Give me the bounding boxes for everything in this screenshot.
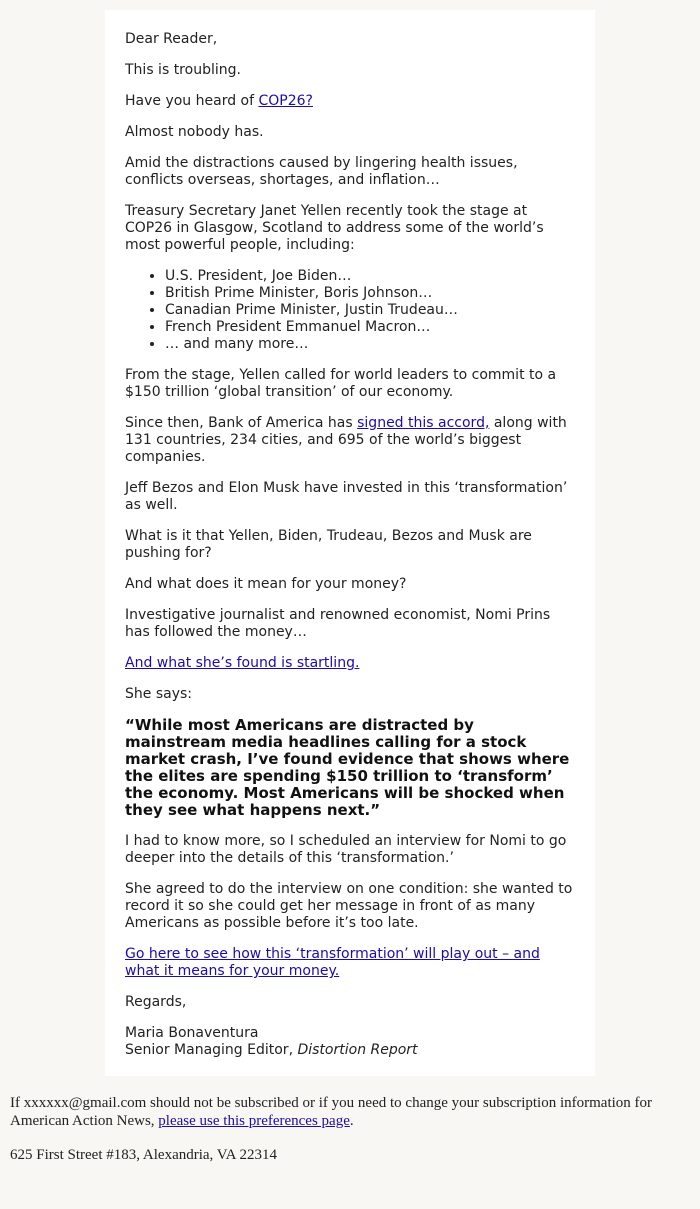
postal-address: 625 First Street #183, Alexandria, VA 22314 [10, 1147, 277, 1163]
cop26-link[interactable]: COP26? [258, 93, 313, 109]
unsubscribe-text: If xxxxxx@gmail.com should not be subscribed or if you need to change your subscription information for American Action News, [10, 1095, 653, 1129]
list-item: • French President Emmanuel Macron… [165, 319, 575, 336]
paragraph-treasury: Treasury Secretary Janet Yellen recently took the stage at COP26 in Glasgow, Scotland to address some of the world’s most powerful people, including: [125, 203, 544, 253]
paragraph-cta [125, 946, 575, 980]
signature-name: Maria Bonaventura [125, 1025, 259, 1041]
preferences-link[interactable]: please use this preferences page [158, 1113, 350, 1129]
paragraph-troubling: This is troubling. [125, 62, 241, 78]
list-item: • U.S. President, Joe Biden… [165, 268, 575, 285]
boa-text: Since then, Bank of America has [125, 415, 358, 431]
leaders-list [125, 268, 575, 353]
paragraph-condition: She agreed to do the interview on one condition: she wanted to record it so she could get her message in front of as many Americans as possible before it’s too late. [125, 881, 573, 931]
email-footer [10, 1094, 680, 1180]
pull-quote: “While most Americans are distracted by mainstream media headlines calling for a stock market crash, I’ve found evidence that shows where the elites are spending $150 trillion to ‘transform’ the economy. Most Americans will be shocked when they see what happens next.” [125, 716, 570, 819]
paragraph-bezos: Jeff Bezos and Elon Musk have invested in this ‘transformation’ as well. [125, 480, 568, 513]
list-item: • Canadian Prime Minister, Justin Trudeau… [165, 302, 575, 319]
list-item: • British Prime Minister, Boris Johnson… [165, 285, 575, 302]
cta-link[interactable]: Go here to see how this ‘transformation’ will play out – and what it means for your money. [125, 946, 540, 979]
signature-publication: Distortion Report [297, 1042, 418, 1058]
signature-role: Senior Managing Editor, [125, 1042, 298, 1058]
paragraph-interview: I had to know more, so I scheduled an interview for Nomi to go deeper into the details of this ‘transformation.’ [125, 833, 567, 866]
paragraph-boa [125, 415, 575, 466]
unsubscribe-period: . [349, 1113, 354, 1129]
paragraph-money: And what does it mean for your money? [125, 576, 407, 592]
paragraph-stage: From the stage, Yellen called for world leaders to commit to a $150 trillion ‘global transition’ of our economy. [125, 367, 557, 400]
signature [125, 1025, 575, 1059]
greeting: Dear Reader, [125, 31, 218, 47]
paragraph-startling [125, 655, 575, 672]
paragraph-prins: Investigative journalist and renowned economist, Nomi Prins has followed the money… [125, 607, 551, 640]
closing: Regards, [125, 994, 187, 1010]
paragraph-pushing: What is it that Yellen, Biden, Trudeau, Bezos and Musk are pushing for? [125, 528, 532, 561]
unsubscribe-notice [10, 1094, 680, 1130]
heard-text: Have you heard of [125, 93, 259, 109]
paragraph-says: She says: [125, 686, 192, 702]
paragraph-amid: Amid the distractions caused by lingering health issues, conflicts overseas, shortages, and inflation… [125, 155, 518, 188]
paragraph-nobody: Almost nobody has. [125, 124, 264, 140]
email-body [105, 10, 595, 1076]
list-item: • … and many more… [165, 336, 575, 353]
boa-text-suffix: along with 131 countries, 234 cities, and 695 of the world’s biggest companies. [125, 415, 567, 465]
paragraph-heard [125, 93, 575, 110]
signed-accord-link[interactable]: signed this accord, [357, 415, 490, 431]
startling-link[interactable]: And what she’s found is startling. [125, 655, 360, 671]
